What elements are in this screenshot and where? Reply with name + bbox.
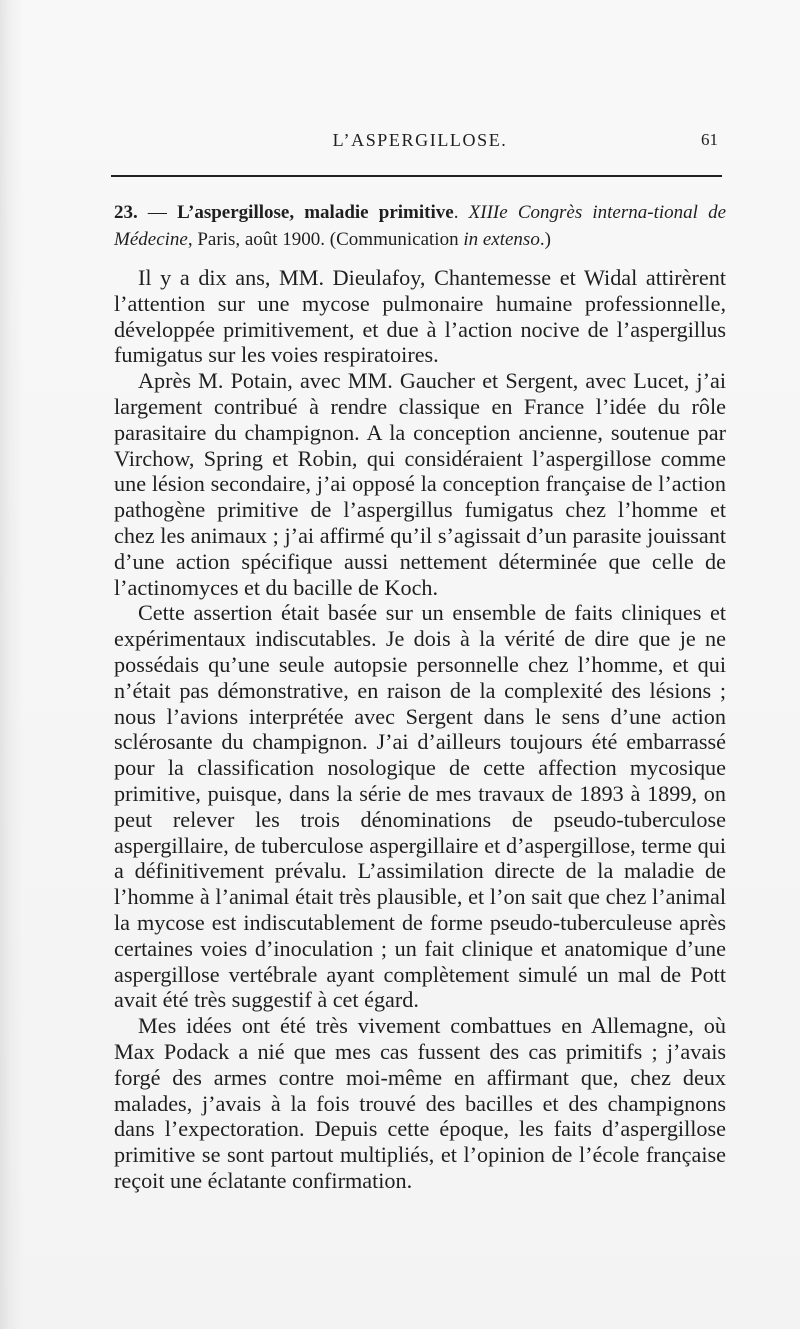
header-rule (111, 175, 722, 177)
entry-dash: — (137, 202, 178, 223)
entry-heading (114, 199, 726, 253)
entry-title: L’aspergillose, maladie primitive (177, 202, 454, 223)
entry-title-end: . (453, 202, 469, 223)
in-extenso: in extenso (463, 229, 540, 250)
congress-name: XIIIe Congrès interna-tional de Médecine (114, 202, 727, 250)
paragraph-1: Il y a dix ans, MM. Dieulafoy, Chantemesse et Widal attirèrent l’attention sur une mycose pulmonaire humaine professionnelle, développée primitivement, et due à l’action nocive de l’aspergillus fumigatus sur les voies respiratoires. (114, 265, 726, 368)
paragraph-3: Cette assertion était basée sur un ensemble de faits cliniques et expérimentaux indiscutables. Je dois à la vérité de dire que je ne possédais qu’une seule autopsie personnelle chez l’homme, et qui n’était pas démonstrative, en raison de la complexité des lésions ; nous l’avions interprétée avec Sergent dans le sens d’une action sclérosante du champignon. J’ai d’ailleurs toujours été embarrassé pour la classification nosologique de cette affection mycosique primitive, puisque, dans la série de mes travaux de 1893 à 1899, on peut relever les trois dénominations de pseudo-tuberculose aspergillaire, de tuberculose aspergillaire et d’aspergillose, terme qui a définitivement prévalu. L’assimilation directe de la maladie de l’homme à l’animal était très plausible, et l’on sait que chez l’animal la mycose est indiscutablement de forme pseudo-tuberculeuse après certaines voies d’inoculation ; un fait clinique et anatomique d’une aspergillose vertébrale ayant complètement simulé un mal de Pott avait été très suggestif à cet égard. (114, 600, 726, 1013)
page-header (114, 130, 726, 160)
running-title: L’ASPERGILLOSE. (332, 130, 508, 150)
paragraph-2: Après M. Potain, avec MM. Gaucher et Sergent, avec Lucet, j’ai largement contribué à rendre classique en France l’idée du rôle parasitaire du champignon. A la conception ancienne, soutenue par Virchow, Spring et Robin, qui considéraient l’aspergillose comme une lésion secondaire, j’ai opposé la conception française de l’action pathogène primitive de l’aspergillus fumigatus chez l’homme et chez les animaux ; j’ai affirmé qu’il s’agissait d’un parasite jouissant d’une action spécifique aussi nettement déterminée que celle de l’actinomyces et du bacille de Koch. (114, 368, 726, 600)
entry-closing: .) (539, 229, 551, 250)
paragraph-4: Mes idées ont été très vivement combattues en Allemagne, où Max Podack a nié que mes cas fussent des cas primitifs ; j’avais forgé des armes contre moi-même en affirmant que, chez deux malades, j’avais à la fois trouvé des bacilles et des champignons dans l’expectoration. Depuis cette époque, les faits d’aspergillose primitive se sont partout multipliés, et l’opinion de l’école française reçoit une éclatante confirmation. (114, 1013, 726, 1193)
location-date: , Paris, août 1900. (Communication (187, 229, 464, 250)
entry-number: 23. (114, 202, 138, 223)
main-text (114, 199, 726, 1269)
page-number: 61 (701, 130, 718, 149)
